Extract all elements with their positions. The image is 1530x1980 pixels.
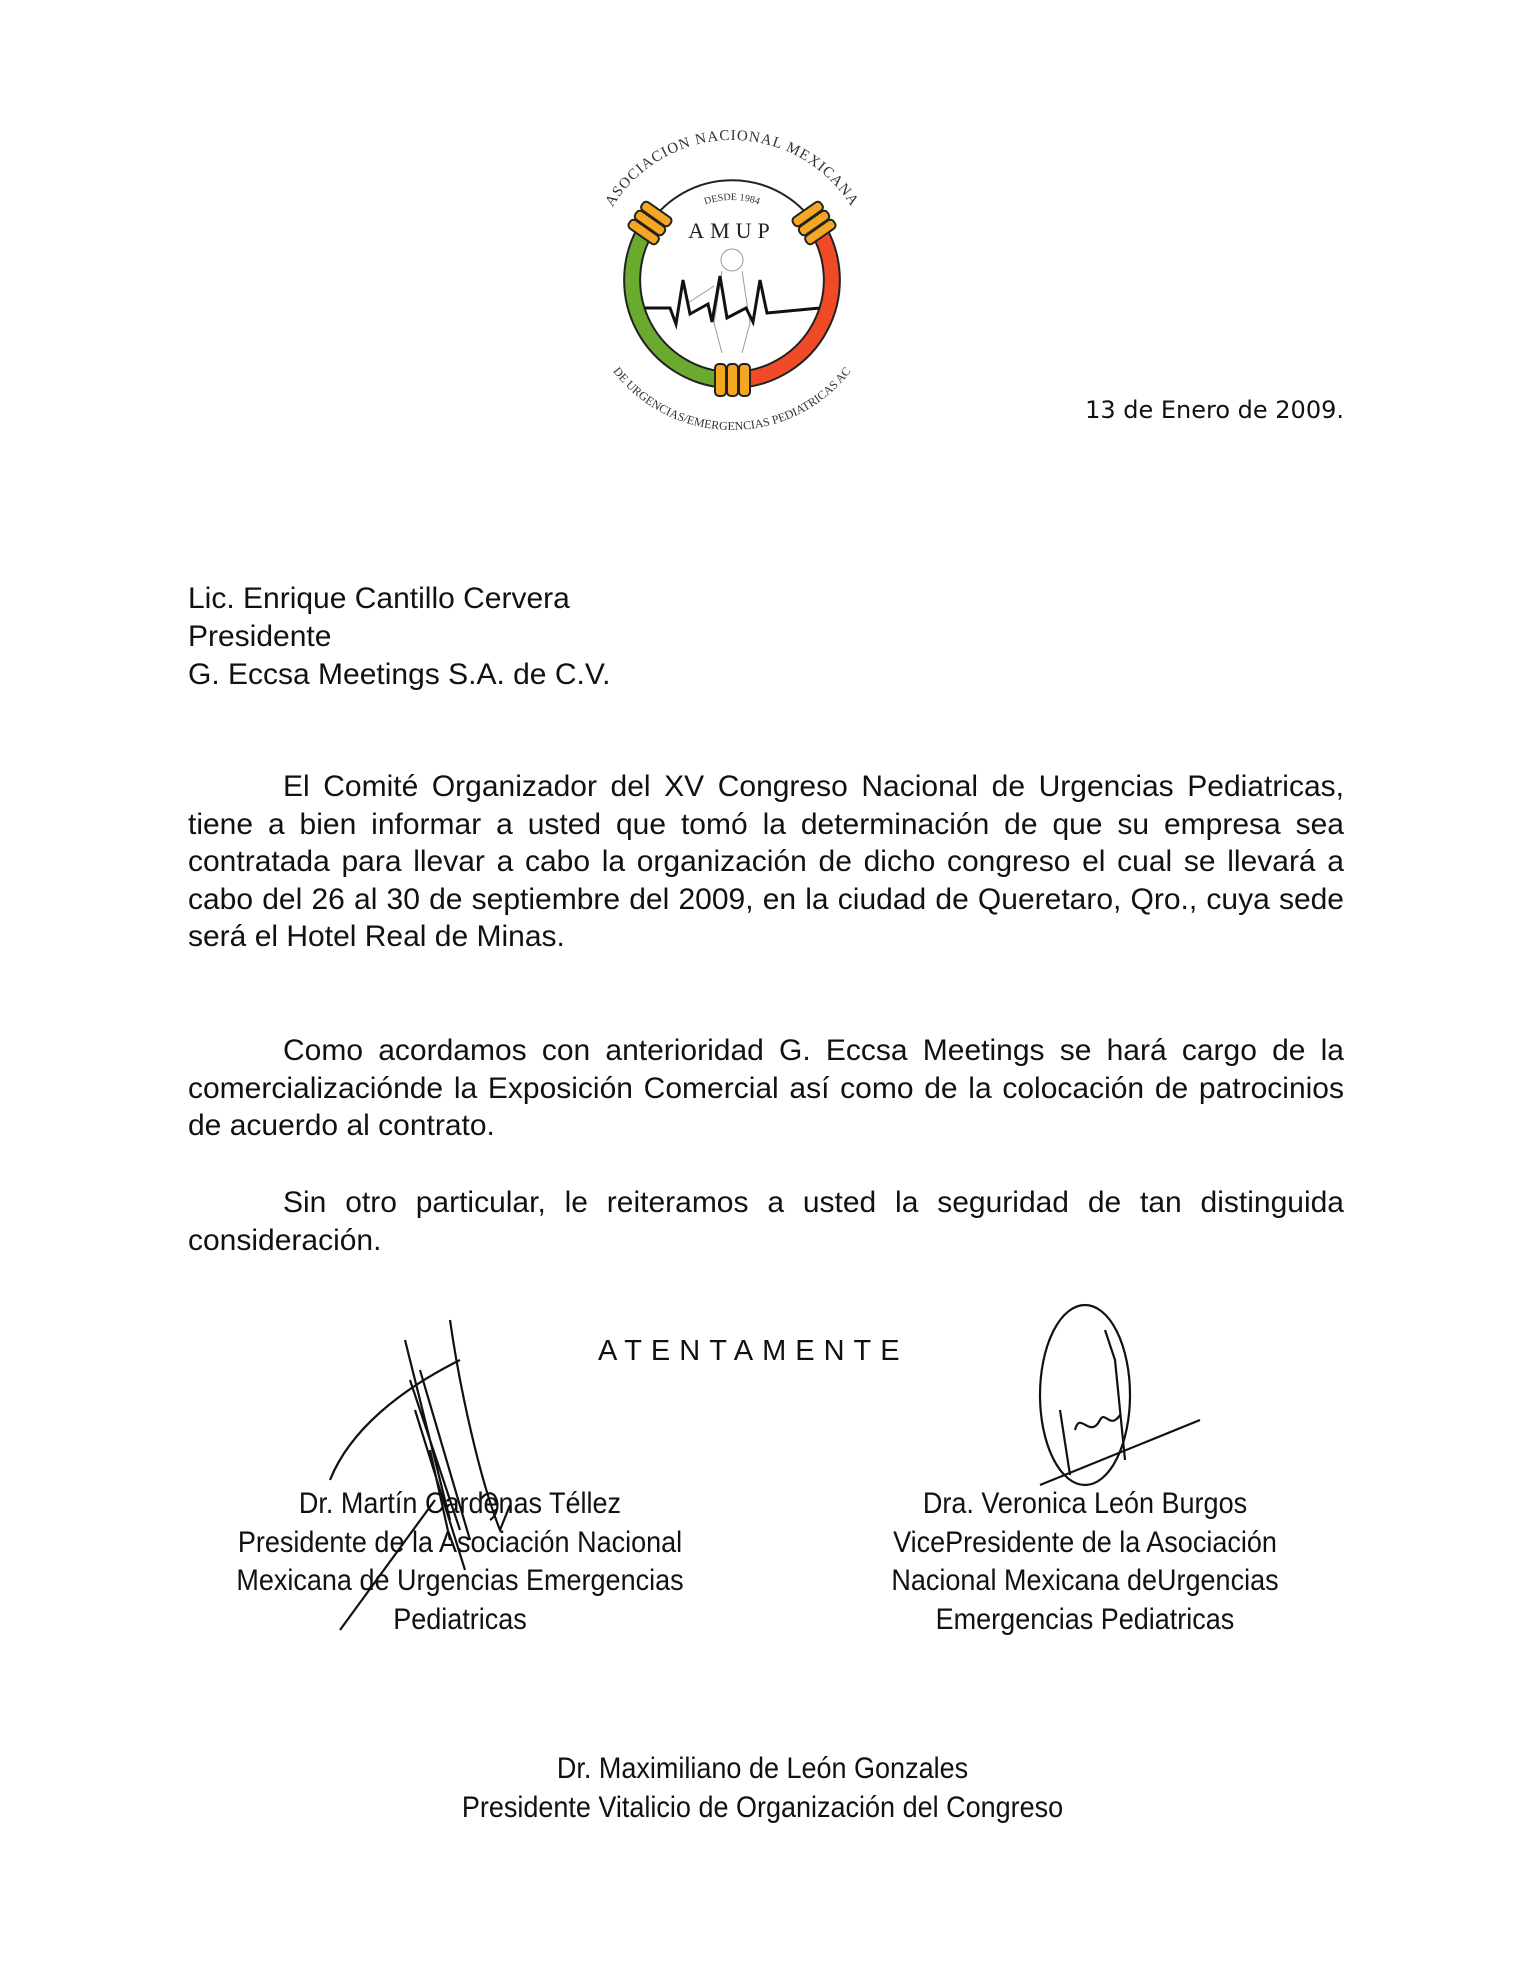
svg-text:AMUP: AMUP (688, 218, 776, 243)
signatory-title: Nacional Mexicana deUrgencias (891, 1564, 1279, 1597)
body-paragraph: Sin otro particular, le reiteramos a usted la seguridad de tan distinguida consideración. (188, 1186, 1344, 1257)
signatory-left (181, 1485, 739, 1639)
signature-right (1010, 1300, 1210, 1510)
svg-text:DE URGENCIAS/EMERGENCIAS PEDIA: DE URGENCIAS/EMERGENCIAS PEDIATRICAS AC (610, 364, 854, 434)
svg-text:ASOCIACION NACIONAL MEXICANA: ASOCIACION NACIONAL MEXICANA (602, 127, 862, 210)
letter-date: 13 de Enero de 2009. (1085, 396, 1344, 424)
signatory-name: Dr. Martín Cardenas Téllez (298, 1487, 622, 1520)
closing: ATENTAMENTE (598, 1335, 909, 1367)
body-paragraph: Como acordamos con anterioridad G. Eccsa Meetings se hará cargo de la comercializaciónde la Exposición Comercial así como de la colocación de patrocinios de acuerdo al contrato. (188, 1034, 1344, 1142)
signatory-title: Pediatricas (393, 1602, 527, 1636)
signatory-name: Dr. Maximiliano de León Gonzales (556, 1752, 969, 1785)
signatory-title: Presidente Vitalicio de Organización del Congreso (461, 1790, 1064, 1824)
signatory-bottom (346, 1750, 1179, 1827)
signatory-title: VicePresidente de la Asociación (893, 1525, 1277, 1559)
signatory-title: Presidente de la Asociación Nacional (237, 1525, 683, 1559)
signatory-name: Dra. Veronica León Burgos (922, 1487, 1248, 1520)
amup-logo (560, 108, 905, 453)
signatory-title: Emergencias Pediatricas (935, 1602, 1235, 1636)
signatory-right (820, 1485, 1351, 1639)
recipient-company: G. Eccsa Meetings S.A. de C.V. (188, 658, 611, 691)
recipient-title: Presidente (188, 620, 332, 653)
svg-text:DESDE 1984: DESDE 1984 (702, 191, 762, 208)
signatory-title: Mexicana de Urgencias Emergencias (236, 1564, 684, 1597)
body-paragraph: El Comité Organizador del XV Congreso Nacional de Urgencias Pediatricas, tiene a bien informar a usted que tomó la determinación de que su empresa sea contratada para llevar a cabo la organización de dicho congreso el cual se llevará a cabo del 26 al 30 de septiembre del 2009, en la ciudad de Queretaro, Qro., cuya sede será el Hotel Real de Minas. (188, 770, 1344, 953)
recipient-name: Lic. Enrique Cantillo Cervera (188, 582, 570, 615)
